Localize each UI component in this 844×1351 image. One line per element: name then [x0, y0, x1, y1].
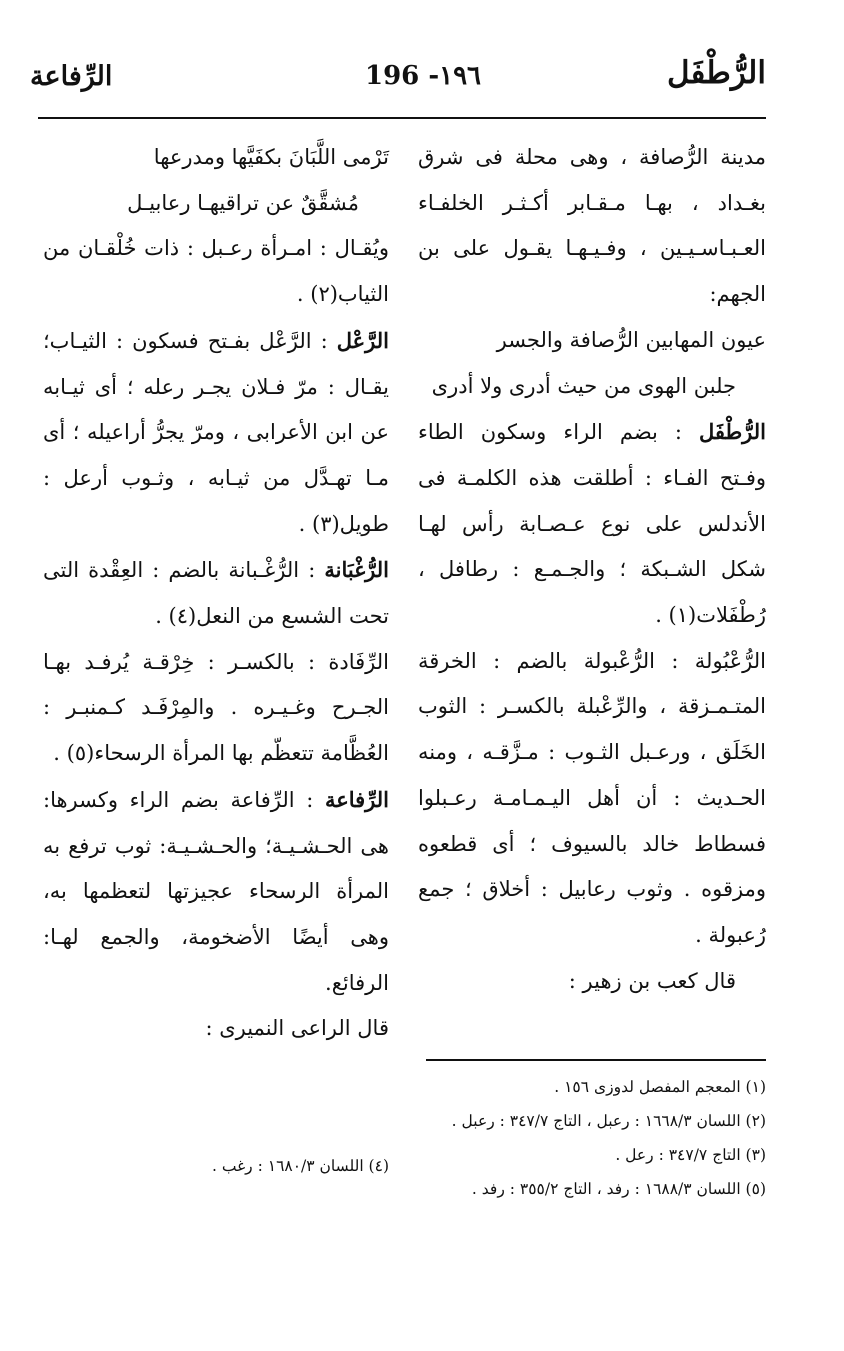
entry-text: : الرَّعْل بفـتح فسكون : الثيـاب؛ يقـال : مرّ فـلان يجـر رعله ؛ أى ثيـابه عن ابن الأعرابى ، ومرّ يجرُّ أراعيله ؛ أى مـا تهـدَّل من ثيـابه ، وثـوب أرعل : طويل(٣) .	[43, 328, 389, 536]
right-column	[418, 135, 766, 1004]
entry-text: : بضم الراء وسكون الطاء وفـتح الفـاء : أطلقت هذه الكلمـة فى الأندلس على نوع عـصـابة رأس لهـا شكل الشـبكة ؛ والجـمـع : رطافل ، رُطْفَلات(١) .	[418, 420, 766, 628]
page-header	[30, 55, 766, 107]
entry	[418, 639, 766, 959]
verse-text: جلبن الهوى من حيث أدرى ولا أدرى	[431, 373, 736, 398]
verse-text: مُشقَّقٌ عن تراقيهـا رعابيـل	[127, 190, 359, 215]
entry-text: : الرِّفاعة بضم الراء وكسرها: هى الحـشـيـة؛ والحـشـيـة: ثوب ترفع به المرأة الرسحاء عجيزتها لتعظمها به، وهى أيضًا الأضخومة، والجمع لهـا: الرفائع.	[43, 787, 389, 995]
entry	[43, 318, 389, 548]
entry	[418, 409, 766, 639]
quote-intro	[418, 959, 766, 1005]
entry-headword: الرِّفاعة	[324, 786, 389, 812]
verse-line	[418, 318, 766, 364]
footnote: (٤) اللسان ١٦٨٠/٣ : رغب .	[212, 1157, 389, 1175]
verse-text: عيون المهابين الرُّصافة والجسر	[496, 327, 766, 352]
footnotes-right	[452, 1070, 766, 1206]
verse-line	[43, 135, 389, 181]
running-headword-right: الرُّطْفَل	[667, 55, 766, 91]
entry	[43, 547, 389, 639]
entry-headword: الرُّغْبَانة	[324, 557, 389, 583]
quote-intro	[43, 1006, 389, 1052]
entry-headword: الرُّطْفَل	[698, 419, 766, 445]
paragraph-text: قال كعب بن زهير :	[568, 968, 736, 993]
running-headword-left: الرِّفاعة	[30, 61, 113, 92]
footnotes-left	[212, 1149, 389, 1183]
entry-text: : الرُّغْـبانة بالضم : العِقْدة التى تحت الشسع من النعل(٤) .	[43, 558, 389, 629]
verse-line	[418, 364, 766, 410]
entry	[43, 640, 389, 777]
footnote: (٥) اللسان ١٦٨٨/٣ : رفد ، التاج ٣٥٥/٢ : رفد .	[471, 1180, 766, 1198]
entry-headword: الرَّعْل	[336, 327, 389, 353]
verse-text: تَرْمى اللَّبَانَ بكفَيَّها ومدرعها	[153, 145, 389, 169]
entry-text: الرُّعْبُولة : الرُّعْبولة بالضم : الخرقة المتـمـزقة ، والرِّعْبلة بالكسـر : الثوب الخَلَق ، ورعـبل الثـوب : مـزَّقـه ، ومنه الحـديث : أن أهل اليـمـامـة رعـبلوا فسطاط خالد بالسيوف ؛ أى قطعوه ومزقوه . وثوب رعابيل : أخلاق ؛ جمع رُعبولة .	[418, 648, 766, 947]
verse-line	[43, 181, 389, 227]
footnote: (٢) اللسان ١٦٦٨/٣ : رعبل ، التاج ٣٤٧/٧ : رعبل .	[451, 1112, 766, 1130]
header-rule	[38, 117, 766, 119]
paragraph	[418, 135, 766, 318]
page-number: 196 -١٩٦	[365, 61, 482, 91]
paragraph-text: ويُقـال : امـرأة رعـبل : ذات خُلْقـان من الثياب(٢) .	[43, 236, 389, 307]
footnote: (١) المعجم المفصل لدوزى ١٥٦ .	[554, 1078, 766, 1096]
paragraph-text: مدينة الرُّصافة ، وهى محلة فى شرق بغـداد ، بهـا مـقـابر أكـثـر الخلفـاء العـبـاسـيـين ، وفـيـهـا يقـول على بن الجهم:	[418, 145, 766, 307]
paragraph	[43, 226, 389, 317]
footnote-rule	[426, 1059, 766, 1061]
left-column	[43, 135, 389, 1052]
paragraph-text: قال الراعى النميرى :	[205, 1016, 389, 1041]
footnote: (٣) التاج ٣٤٧/٧ : رعل .	[615, 1146, 766, 1164]
entry	[43, 777, 389, 1007]
entry-text: الرِّفَادة : بالكسـر : خِرْقـة يُرفـد بهـا الجـرح وغـيـره . والمِرْفَـد كـمنبـر : العُظَّامة تتعظّم بها المرأة الرسحاء(٥) .	[43, 649, 389, 766]
